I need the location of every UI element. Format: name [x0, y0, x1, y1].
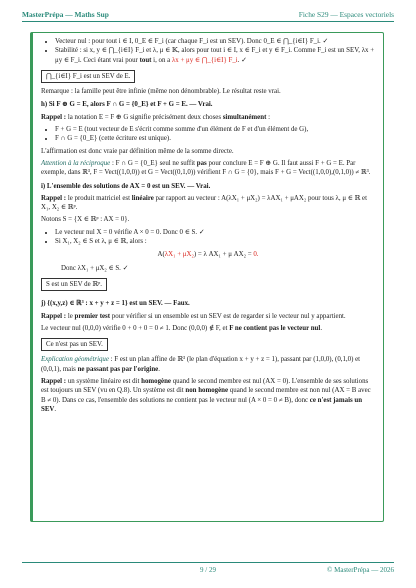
- linearity-equation: A(λX₁ + μX₂) = λ AX₁ + μ AX₂ = 0.: [157, 251, 259, 259]
- geometric-explanation: Explication géométrique : F est un plan affine de ℝ³ (le plan d'équation x + y + z = 1), passant par (1,0,0), (0,1,0) et (0,0,1), mais ne passant pas par l'origine.: [41, 356, 361, 373]
- proof-list: [41, 228, 375, 247]
- page-number: 9 / 29: [200, 566, 216, 574]
- result-box: Ce n'est pas un SEV.: [41, 338, 108, 351]
- list-item: • Stabilité : si x, y ∈ ⋂_{i∈I} F_i et λ, μ ∈ 𝕂, alors pour tout i ∈ I, x ∈ F_i et y ∈ F_i. Comme F_i est un SEV, λx + μy ∈ F_i. Ceci étant vrai pour tout i, on a λx + μy ∈ ⋂_{i∈I} F_i. ✓: [55, 46, 375, 65]
- result-box: S est un SEV de ℝᵖ.: [41, 278, 107, 291]
- copyright: © MasterPrépa — 2026: [327, 566, 394, 574]
- attention-note: Attention à la réciproque : F ∩ G = {0_E} seul ne suffit pas pour conclure E = F ⊕ G. Il faut aussi F + G = E. Par exemple, dans ℝ³, F = Vect((1,0,0)) et G = Vect((0,1,0)) vérifient F ∩ G = {0}, mais F + G = Vect((1,0,0),(0,1,0)) ≠ ℝ³.: [41, 159, 371, 177]
- direct-sum-list: [41, 125, 375, 144]
- page-footer: [22, 566, 394, 578]
- conclusion: Donc λX₁ + μX₂ ∈ S. ✓: [61, 264, 129, 272]
- page-header: [22, 10, 394, 22]
- solution-panel: [30, 32, 384, 522]
- stability-list: [41, 37, 375, 65]
- question-title: h) Si F ⊕ G = E, alors F ∩ G = {0_E} et F + G = E. — Vrai.: [41, 101, 213, 109]
- list-item: • Le vecteur nul X = 0 vérifie A × 0 = 0. Donc 0 ∈ S. ✓: [55, 228, 375, 237]
- footer-rule: [22, 562, 394, 563]
- list-item: • Vecteur nul : pour tout i ∈ I, 0_E ∈ F_i (car chaque F_i est un SEV). Donc 0_E ∈ ⋂_{i∈I} F_i. ✓: [55, 37, 375, 46]
- rappel: Rappel : la notation E = F ⊕ G signifie précisément deux choses simultanément :: [41, 113, 270, 121]
- list-item: • F ∩ G = {0_E} (cette écriture est unique).: [55, 134, 375, 143]
- rappel: Rappel : un système linéaire est dit homogène quand le second membre est nul (AX = 0). L'ensemble de ses solutions est toujours un SEV (vu en Q.8). Un système est dit non homogène quand le second membre est non nul (AX = B avec B ≠ 0). Dans ce cas, l'ensemble des solutions ne contient pas le vecteur nul (A × 0 = 0 ≠ B), donc ce n'est jamais un SEV.: [41, 378, 371, 413]
- question-title: j) {(x,y,z) ∈ ℝ³ : x + y + z = 1} est un SEV. — Faux.: [41, 300, 190, 308]
- header-chapter: Fiche S29 — Espaces vectoriels: [298, 10, 394, 19]
- question-title: i) L'ensemble des solutions de AX = 0 est un SEV. — Vrai.: [41, 182, 211, 190]
- list-item: • F + G = E (tout vecteur de E s'écrit comme somme d'un élément de F et d'un élément de G),: [55, 125, 375, 134]
- notation: Notons S = {X ∈ ℝᵖ : AX = 0}.: [41, 216, 130, 224]
- zero-check: Le vecteur nul (0,0,0) vérifie 0 + 0 + 0 = 0 ≠ 1. Donc (0,0,0) ∉ F, et F ne contient pas le vecteur nul.: [41, 324, 323, 332]
- remark: Remarque : la famille peut être infinie (même non dénombrable). Le résultat reste vrai.: [41, 88, 281, 96]
- header-title: MasterPrépa — Maths Sup: [22, 10, 109, 19]
- conclusion: L'affirmation est donc vraie par définition même de la somme directe.: [41, 147, 234, 155]
- header-rule: [22, 21, 394, 22]
- rappel: Rappel : le premier test pour vérifier si un ensemble est un SEV est de regarder si le vecteur nul y appartient.: [41, 312, 346, 320]
- rappel: Rappel : le produit matriciel est linéaire par rapport au vecteur : A(λX₁ + μX₂) = λAX₁ + μAX₂ pour tous λ, μ ∈ ℝ et X₁, X₂ ∈ ℝᵖ.: [41, 194, 367, 212]
- list-item: • Si X₁, X₂ ∈ S et λ, μ ∈ ℝ, alors :: [55, 237, 375, 246]
- result-box: ⋂_{i∈I} F_i est un SEV de E.: [41, 70, 135, 83]
